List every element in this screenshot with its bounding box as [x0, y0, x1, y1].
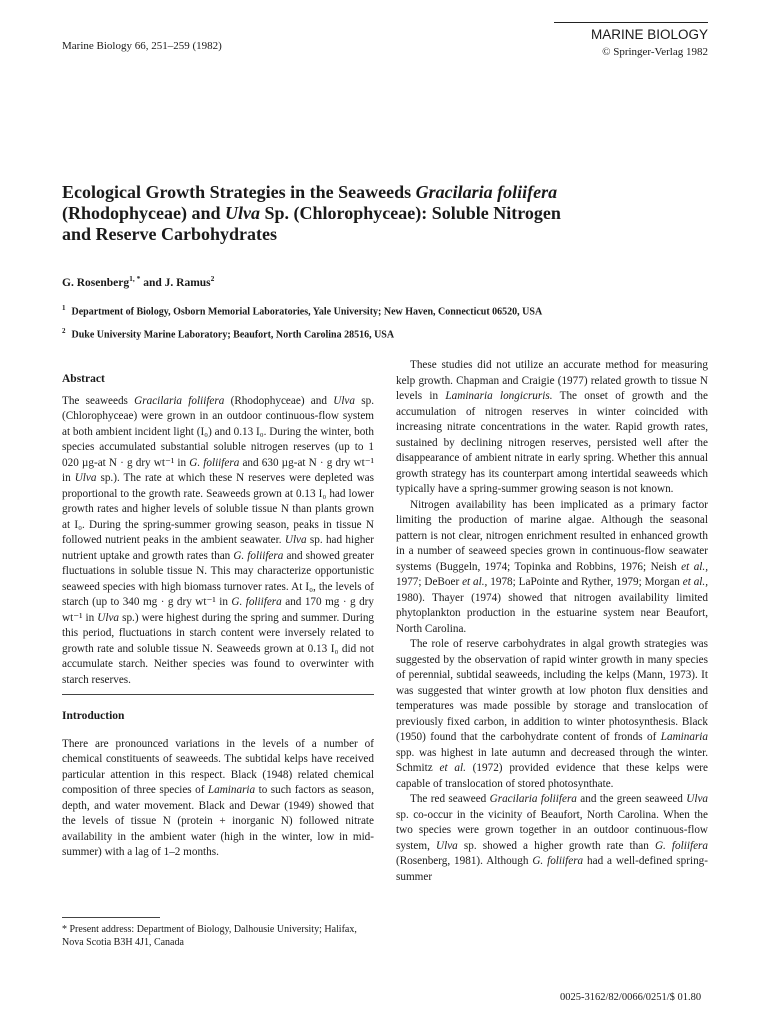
- title-text: Ecological Growth Strategies in the Seaweeds: [62, 182, 416, 202]
- masthead-rule: [554, 22, 708, 23]
- right-column: [396, 358, 708, 885]
- affiliation-number: 2: [62, 327, 66, 335]
- title-species: Gracilaria foliifera: [415, 182, 558, 202]
- body-paragraph: The red seaweed Gracilaria foliifera and the green seaweed Ulva sp. co-occur in the vicinity of Beaufort, North Carolina. When the two species were grown together in an outdoor continuous-flow system, Ulva sp. showed a higher growth rate than G. foliifera (Rosenberg, 1981). Although G. foliifera had a well-defined spring-summer: [396, 793, 708, 883]
- abstract-paragraph: The seaweeds Gracilaria foliifera (Rhodophyceae) and Ulva sp. (Chlorophyceae) were grown in an outdoor continuous-flow system at both ambient incident light (I₀) and 0.13 I₀. During the winter, both species accumulated substantial soluble nitrogen reserves (up to 1 020 µg-at N · g dry wt⁻¹ in G. foliifera and 630 µg-at N · g dry wt⁻¹ in Ulva sp.). The rate at which these N reserves were depleted was proportional to the growth rate. Seaweeds grown at 0.13 I₀ had lower growth rates and higher levels of soluble tissue N than plants grown at I₀. During the spring-summer growing season, peaks in tissue N followed nutrient peaks in the ambient seawater. Ulva sp. had higher nutrient uptake and growth rates than G. foliifera and showed greater fluctuations in soluble tissue N. This may characterize opportunistic seaweed species with high biomass turnover rates. At I₀, the levels of starch (up to 340 mg · g dry wt⁻¹ in G. foliifera and 170 mg · g dry wt⁻¹ in Ulva sp.) were highest during the spring and summer. During this period, fluctuations in starch content were inversely related to growth rate and soluble tissue N. Seaweeds grown at 0.13 I₀ did not accumulate starch. Neither species was found to overwinter with starch reserves.: [62, 394, 375, 686]
- title-text: Sp. (Chlorophyceae): Soluble Nitrogen: [260, 203, 561, 223]
- author-affil-mark: 2: [210, 274, 215, 283]
- title-species: Ulva: [225, 203, 261, 223]
- body-paragraph: The role of reserve carbohydrates in algal growth strategies was suggested by the observation of rapid winter growth in many species of perennial, subtidal seaweeds, including the kelps (Mann, 1973). It was suggested that winter growth at low photon flux densities and temperatures was made possible by storage and translocation of previously fixed carbon, in addition to winter photosynthesis. Black (1950) found that the carbohydrate content of fronds of Laminaria spp. was highest in late autumn and decreased through the winter. Schmitz et al. (1972) provided evidence that these kelps were capable of translocation of stored photosynthate.: [396, 638, 708, 790]
- author-line: [62, 274, 214, 289]
- paper-title: [62, 182, 722, 245]
- journal-masthead: [554, 22, 708, 58]
- journal-citation: Marine Biology 66, 251–259 (1982): [62, 40, 222, 52]
- affiliation-number: 1: [62, 304, 66, 312]
- journal-name: MARINE BIOLOGY: [590, 27, 708, 42]
- author-affil-mark: 1, *: [129, 274, 141, 283]
- abstract-heading: Abstract: [62, 373, 105, 385]
- author-name: and J. Ramus: [140, 276, 211, 289]
- abstract-divider: [62, 694, 374, 695]
- body-paragraph: Nitrogen availability has been implicated as a primary factor limiting the production of marine algae. Although the seasonal pattern is not clear, nitrogen enrichment resulted in enhanced growth in a number of seaweed species grown in continuous-flow seawater systems (Buggeln, 1974; Topinka and Robbins, 1976; Neish et al., 1977; DeBoer et al., 1978; LaPointe and Ryther, 1979; Morgan et al., 1980). Thayer (1974) showed that nitrogen availability limited phytoplankton production in the estuarine system near Beaufort, North Carolina.: [396, 498, 709, 635]
- article-code: 0025-3162/82/0066/0251/$ 01.80: [560, 992, 702, 1003]
- title-text: (Rhodophyceae) and: [62, 203, 226, 223]
- affiliation-text: Duke University Marine Laboratory; Beaufort, North Carolina 28516, USA: [71, 329, 395, 341]
- affiliation-2: [62, 327, 394, 340]
- left-column: [62, 372, 374, 861]
- introduction-heading: Introduction: [62, 710, 125, 722]
- footnote-rule: [62, 917, 160, 918]
- body-paragraph: These studies did not utilize an accurate method for measuring kelp growth. Chapman and Craigie (1977) related growth to tissue N levels in Laminaria longicruris. The onset of growth and the accumulation of nitrogen reserves in winter coincided with increasing nitrate concentrations in the water. Rapid growth rates, sustained by declining nitrogen reserves, persisted well after the disappearance of ambient nitrate in early spring. Whether this annual growth strategy has its counterpart among intertidal seaweeds which typically have a spring-summer growing season is not known.: [396, 359, 708, 495]
- introduction-paragraph: There are pronounced variations in the levels of a number of chemical constituents of seaweeds. The subtidal kelps have received particular attention in this respect. Black (1948) related chemical composition of three species of Laminaria to such factors as season, depth, and water movement. Black and Dewar (1949) showed that the levels of tissue N (protein + inorganic N) followed nitrate availability in the ambient water (high in the winter, low in mid-summer) with a lag of 1–2 months.: [62, 737, 374, 858]
- affiliation-1: [62, 304, 542, 317]
- affiliation-text: Department of Biology, Osborn Memorial Laboratories, Yale University; New Haven, Connecticut 06520, USA: [71, 306, 543, 318]
- footnote: * Present address: Department of Biology, Dalhousie University; Halifax, Nova Scotia B3H 4J1, Canada: [62, 924, 357, 948]
- author-name: G. Rosenberg: [62, 276, 130, 289]
- title-text: and Reserve Carbohydrates: [62, 224, 277, 244]
- copyright-line: © Springer-Verlag 1982: [602, 46, 708, 58]
